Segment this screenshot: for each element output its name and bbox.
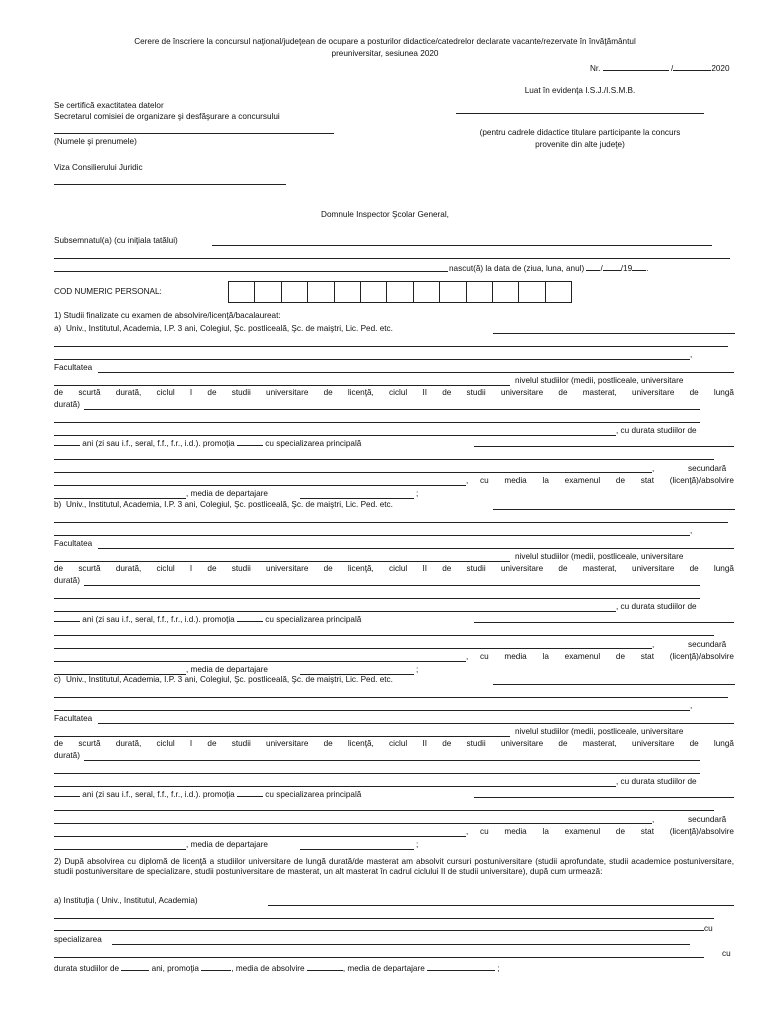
durata-types-row-word: scurtă: [78, 564, 101, 573]
durata-types-row-word: ciclul: [156, 564, 175, 573]
durata-types-row-word: II: [422, 739, 428, 748]
semicolon: ;: [416, 840, 419, 849]
cu-media-row-word: examenul: [564, 827, 601, 836]
ani-promotie-row[interactable]: [54, 613, 361, 625]
media-absolvire-blank[interactable]: [307, 962, 343, 971]
media-stat-line[interactable]: [54, 836, 466, 837]
cu-media-row-word: de: [615, 827, 626, 836]
durata-types-row-word: de: [323, 739, 333, 748]
facultatea-label: Facultatea: [54, 539, 93, 548]
institution-types-label: Univ., Institutul, Academia, I.P. 3 ani, Colegiul, Şc. postliceală, Şc. de maiştri, Lic. Ped. etc.: [66, 500, 393, 509]
media-departajare-label: , media de departajare: [342, 964, 425, 973]
cu-durata-label: , cu durata studiilor de: [616, 602, 697, 611]
durata-types-row-word: de: [558, 388, 568, 397]
media-departajare-line[interactable]: [300, 849, 414, 850]
semicolon: ;: [416, 665, 419, 674]
durata-line2[interactable]: [54, 422, 700, 423]
media-stat-line[interactable]: [54, 661, 466, 662]
specializarea-line[interactable]: [474, 622, 734, 623]
section2-durata-row[interactable]: [54, 962, 500, 974]
secundara-label: secundară: [688, 815, 727, 824]
institution-line3[interactable]: [54, 710, 690, 711]
durata-line2[interactable]: [54, 598, 700, 599]
durata-types-row-word: durată,: [115, 388, 142, 397]
cnp-digit-box[interactable]: [254, 281, 281, 303]
section2-cu1: cu: [704, 924, 713, 933]
durata-types-row-word: universitare: [266, 564, 309, 573]
durata-types-row-word: ciclul: [156, 388, 175, 397]
study-block-label: a): [54, 324, 62, 333]
secundara-comma: ,: [652, 815, 655, 824]
promotia-label: ani, promoţia: [151, 964, 199, 973]
durata-types-row-word: de: [54, 564, 64, 573]
durata-types-row-word: de: [558, 739, 568, 748]
birth-month-blank[interactable]: [603, 262, 621, 271]
media-departajare-label: , media de departajare: [186, 840, 268, 849]
nivel-line[interactable]: [54, 385, 510, 386]
durata-types-row-word: licenţă,: [347, 564, 374, 573]
viza-consilier-line[interactable]: [54, 184, 286, 185]
section2-specializarea-label: specializarea: [54, 935, 102, 944]
durata-types-row-word: de: [689, 388, 699, 397]
birth-year-prefix: /19: [620, 264, 633, 273]
media-absolvire-line[interactable]: [54, 498, 186, 499]
durata-types-row-word: universitare: [632, 388, 675, 397]
nivelul-studiilor-label: nivelul studiilor (medii, postliceale, universitare: [515, 727, 684, 736]
media-comma: ,: [466, 476, 469, 485]
durata-types-row-word: durată,: [115, 739, 142, 748]
cu-durata-label: , cu durata studiilor de: [616, 426, 697, 435]
promotia-label: promoţia: [202, 439, 235, 448]
media-stat-line[interactable]: [54, 485, 466, 486]
durata-types-row-word: de: [207, 564, 217, 573]
nr-sep: /: [671, 64, 674, 73]
section2-paragraph: 2) După absolvirea cu diplomă de licenţă a studiilor universitare de lungă durată/de masterat am absolvit cursuri postuniversitare (studii aprofundate, studii academice postuniversitare, studii postuniversitare de specializare, studii postuniversitare de masterat, un alt masterat în cadrul ciclului II de studii universitare), după cum urmează:: [54, 857, 734, 877]
institution-line[interactable]: [493, 333, 735, 334]
durata-line[interactable]: [84, 585, 700, 586]
institution-line3[interactable]: [54, 535, 690, 536]
section2-line3[interactable]: [54, 930, 704, 931]
durata-types-row-word: de: [323, 388, 333, 397]
nascut-name-line[interactable]: [54, 271, 448, 272]
specializarea-line2[interactable]: [54, 810, 714, 811]
durata-line[interactable]: [84, 409, 700, 410]
durata-types-row-word: lungă: [713, 739, 734, 748]
nr-number-blank[interactable]: [603, 62, 669, 71]
media-departajare-blank[interactable]: [427, 962, 495, 971]
cu-media-row-word: stat: [640, 652, 654, 661]
nascut-label: nascut(ă) la data de (ziua, luna, anul): [449, 264, 585, 273]
cnp-digit-box[interactable]: [281, 281, 308, 303]
cnp-digit-box[interactable]: [518, 281, 545, 303]
section2-line5[interactable]: [54, 957, 704, 958]
durata-types-row-word: licenţă,: [347, 388, 374, 397]
nr-year: 2020: [711, 64, 730, 73]
specializarea-label: cu specializarea principală: [265, 439, 362, 448]
cnp-digit-box[interactable]: [439, 281, 466, 303]
secundara-label: secundară: [688, 464, 727, 473]
specializarea-line[interactable]: [474, 797, 734, 798]
media-departajare-label: , media de departajare: [186, 489, 268, 498]
certifica-label: Se certifică exactitatea datelor: [54, 101, 164, 110]
cu-media-row-word: examenul: [564, 652, 601, 661]
cu-media-row-word: cu: [480, 652, 489, 661]
ani-blank[interactable]: [54, 788, 80, 797]
trailing-comma: ,: [690, 526, 693, 535]
nivel-line[interactable]: [54, 561, 510, 562]
institution-line2[interactable]: [54, 522, 728, 523]
ani-promotie-row[interactable]: [54, 437, 361, 449]
durata-types-row-word: masterat,: [582, 739, 617, 748]
media-departajare-label: , media de departajare: [186, 665, 268, 674]
media-departajare-line[interactable]: [300, 498, 414, 499]
promotia-blank[interactable]: [201, 962, 231, 971]
cu-media-row-word: media: [504, 827, 527, 836]
durata-types-row-word: de: [558, 564, 568, 573]
promotia-blank[interactable]: [237, 437, 263, 446]
section2-cu2: cu: [722, 949, 731, 958]
institution-line2[interactable]: [54, 346, 728, 347]
nivel-line[interactable]: [54, 736, 510, 737]
viza-consilier-label: Viza Consilierului Juridic: [54, 163, 143, 172]
durata-types-row-word: de: [689, 564, 699, 573]
durata-types-row-word: de: [54, 739, 64, 748]
durata-types-row-word: universitare: [632, 564, 675, 573]
durata-types-row: [54, 388, 734, 398]
institution-types-label: Univ., Institutul, Academia, I.P. 3 ani, Colegiul, Şc. postliceală, Şc. de maiştri, Lic. Ped. etc.: [66, 324, 393, 333]
durata-types-row-word: de: [54, 388, 64, 397]
nr-date-blank[interactable]: [673, 62, 711, 71]
cu-media-row-word: la: [542, 652, 549, 661]
promotia-label: promoţia: [202, 790, 235, 799]
durata-types-row-word: universitare: [500, 388, 544, 397]
titulari-note-line1: (pentru cadrele didactice titulare participante la concurs: [479, 128, 681, 137]
secundara-label: secundară: [688, 640, 727, 649]
cu-media-row-word: de: [615, 652, 626, 661]
ani-label: ani (zi sau i.f., seral, f.f., f.r., i.d.).: [82, 615, 201, 624]
secundara-line[interactable]: [54, 823, 652, 824]
durata-types-row-word: lungă: [713, 564, 734, 573]
durata-types-row-word: masterat,: [582, 564, 617, 573]
cu-media-row-word: cu: [480, 827, 489, 836]
durata-word: durată): [54, 751, 80, 760]
media-comma: ,: [466, 652, 469, 661]
media-absolvire-label: , media de absolvire: [231, 964, 305, 973]
cu-media-row: [480, 827, 734, 837]
durata-types-row: [54, 564, 734, 574]
birth-year-blank[interactable]: [632, 262, 646, 271]
durata-types-row-word: de: [442, 388, 452, 397]
subsemnatul-input-line[interactable]: [212, 245, 712, 246]
durata-types-row-word: universitare: [266, 739, 309, 748]
secundara-line[interactable]: [54, 648, 652, 649]
cu-media-row-word: la: [542, 476, 549, 485]
durata-types-row-word: de: [207, 739, 217, 748]
durata-types-row-word: studii: [466, 739, 486, 748]
durata-types-row-word: masterat,: [582, 388, 617, 397]
section2-specializarea-line[interactable]: [112, 944, 690, 945]
durata-types-row-word: II: [422, 564, 428, 573]
secretar-name-line[interactable]: [54, 133, 334, 134]
durata-types-row-word: licenţă,: [347, 739, 374, 748]
promotia-label: promoţia: [202, 615, 235, 624]
durata-types-row: [54, 739, 734, 749]
cnp-digit-box[interactable]: [466, 281, 493, 303]
cu-media-row-word: (licenţă)/absolvire: [669, 652, 734, 661]
durata-types-row-word: ciclul: [156, 739, 175, 748]
facultatea-line[interactable]: [98, 548, 734, 549]
cu-media-row-word: examenul: [564, 476, 601, 485]
cnp-label: COD NUMERIC PERSONAL:: [54, 287, 162, 296]
section2-institutia-line[interactable]: [268, 905, 734, 906]
birth-day-blank[interactable]: [586, 262, 603, 273]
durata-types-row-word: ciclul: [389, 388, 408, 397]
nr-field[interactable]: [590, 62, 730, 74]
specializarea-label: cu specializarea principală: [265, 790, 362, 799]
durata-types-row-word: studii: [466, 564, 486, 573]
durata-label: durata studiilor de: [54, 964, 120, 973]
nume-prenume-label: (Numele şi prenumele): [54, 137, 137, 146]
form-title-line2: preuniversitar, sesiunea 2020: [331, 49, 439, 58]
birth-sep: /: [600, 264, 603, 273]
ani-label: ani (zi sau i.f., seral, f.f., f.r., i.d.).: [82, 790, 201, 799]
cnp-digit-box[interactable]: [228, 281, 255, 303]
salutation: Domnule Inspector Şcolar General,: [321, 210, 449, 219]
semicolon: ;: [416, 489, 419, 498]
cu-media-row-word: de: [615, 476, 626, 485]
durata-types-row-word: I: [189, 564, 193, 573]
cu-media-row-word: (licenţă)/absolvire: [669, 476, 734, 485]
durata-types-row-word: II: [422, 388, 428, 397]
cnp-digit-box[interactable]: [545, 281, 572, 303]
cu-media-row-word: media: [504, 476, 527, 485]
durata-word: durată): [54, 576, 80, 585]
durata-types-row-word: scurtă: [78, 388, 101, 397]
study-block-label: b): [54, 500, 62, 509]
durata-studiilor-line[interactable]: [54, 611, 616, 612]
durata-types-row-word: studii: [466, 388, 486, 397]
specializarea-line[interactable]: [474, 446, 734, 447]
subsemnatul-label: Subsemnatul(a) (cu iniţiala tatălui): [54, 236, 178, 245]
nascut-field[interactable]: nascut(ă) la data de (ziua, luna, anul) / /19 .: [449, 264, 649, 273]
secundara-line[interactable]: [54, 472, 652, 473]
institution-types-label: Univ., Institutul, Academia, I.P. 3 ani, Colegiul, Şc. postliceală, Şc. de maiştri, Lic. Ped. etc.: [66, 675, 393, 684]
trailing-comma: ,: [690, 701, 693, 710]
cnp-digit-box[interactable]: [386, 281, 413, 303]
cu-durata-label: , cu durata studiilor de: [616, 777, 697, 786]
durata-studiilor-line[interactable]: [54, 435, 616, 436]
durata-types-row-word: universitare: [632, 739, 675, 748]
cu-media-row-word: (licenţă)/absolvire: [669, 827, 734, 836]
cu-media-row-word: la: [542, 827, 549, 836]
secretar-label: Secretarul comisiei de organizare şi desfăşurare a concursului: [54, 112, 280, 121]
cnp-digit-box[interactable]: [413, 281, 440, 303]
durata-studiilor-line[interactable]: [54, 786, 616, 787]
institution-line3[interactable]: [54, 359, 690, 360]
durata-blank[interactable]: [121, 962, 149, 971]
specializarea-line2[interactable]: [54, 635, 714, 636]
durata-types-row-word: de: [207, 388, 217, 397]
durata-types-row-word: lungă: [713, 388, 734, 397]
nivelul-studiilor-label: nivelul studiilor (medii, postliceale, universitare: [515, 552, 684, 561]
semicolon: ;: [497, 964, 500, 973]
durata-types-row-word: studii: [231, 388, 251, 397]
durata-types-row-word: de: [442, 564, 452, 573]
durata-types-row-word: universitare: [500, 564, 544, 573]
promotia-blank[interactable]: [237, 788, 263, 797]
secundara-comma: ,: [652, 464, 655, 473]
durata-types-row-word: ciclul: [389, 739, 408, 748]
durata-line2[interactable]: [54, 773, 700, 774]
facultatea-label: Facultatea: [54, 714, 93, 723]
durata-types-row-word: I: [189, 739, 193, 748]
section2-institutia-label: a) Instituţia ( Univ., Institutul, Academia): [54, 896, 198, 905]
trailing-comma: ,: [690, 350, 693, 359]
cu-media-row-word: media: [504, 652, 527, 661]
specializarea-line2[interactable]: [54, 459, 714, 460]
nivelul-studiilor-label: nivelul studiilor (medii, postliceale, universitare: [515, 376, 684, 385]
durata-types-row-word: I: [189, 388, 193, 397]
cnp-digit-box[interactable]: [360, 281, 387, 303]
study-block-label: c): [54, 675, 61, 684]
form-title-line1: Cerere de înscriere la concursul naţional/judeţean de ocupare a posturilor didactice/catedrelor declarate vacante/rezervate în învăţământul: [134, 37, 636, 46]
subsemnatul-input-line2[interactable]: [54, 258, 730, 259]
durata-types-row-word: universitare: [500, 739, 544, 748]
ani-blank[interactable]: [54, 613, 80, 622]
section2-line2[interactable]: [54, 918, 714, 919]
institution-line2[interactable]: [54, 697, 728, 698]
facultatea-line[interactable]: [98, 723, 734, 724]
facultatea-line[interactable]: [98, 372, 734, 373]
media-comma: ,: [466, 827, 469, 836]
cu-media-row: [480, 652, 734, 662]
media-absolvire-line[interactable]: [54, 849, 186, 850]
institution-line[interactable]: [493, 684, 735, 685]
cnp-digit-box[interactable]: [334, 281, 361, 303]
cu-media-row-word: stat: [640, 827, 654, 836]
durata-types-row-word: de: [323, 564, 333, 573]
durata-word: durată): [54, 400, 80, 409]
ani-label: ani (zi sau i.f., seral, f.f., f.r., i.d.).: [82, 439, 201, 448]
cnp-digit-box[interactable]: [307, 281, 334, 303]
durata-types-row-word: de: [689, 739, 699, 748]
durata-types-row-word: ciclul: [389, 564, 408, 573]
ani-blank[interactable]: [54, 437, 80, 446]
cnp-digit-box[interactable]: [492, 281, 519, 303]
luat-in-evidenta-label: Luat în evidenţa I.S.J./I.S.M.B.: [524, 86, 636, 95]
durata-types-row-word: de: [442, 739, 452, 748]
section1-title: 1) Studii finalizate cu examen de absolvire/licenţă/bacalaureat:: [54, 311, 281, 320]
durata-types-row-word: durată,: [115, 564, 142, 573]
secundara-comma: ,: [652, 640, 655, 649]
titulari-note-line2: provenite din alte judeţe): [535, 140, 625, 149]
durata-types-row-word: studii: [231, 564, 251, 573]
durata-types-row-word: scurtă: [78, 739, 101, 748]
institution-line[interactable]: [493, 509, 735, 510]
cu-media-row-word: cu: [480, 476, 489, 485]
facultatea-label: Facultatea: [54, 363, 93, 372]
luat-in-evidenta-line[interactable]: [456, 113, 704, 114]
promotia-blank[interactable]: [237, 613, 263, 622]
durata-types-row-word: studii: [231, 739, 251, 748]
cu-media-row: [480, 476, 734, 486]
durata-line[interactable]: [84, 760, 700, 761]
cu-media-row-word: stat: [640, 476, 654, 485]
nr-label: Nr.: [590, 64, 601, 73]
ani-promotie-row[interactable]: [54, 788, 361, 800]
durata-types-row-word: universitare: [266, 388, 309, 397]
specializarea-label: cu specializarea principală: [265, 615, 362, 624]
